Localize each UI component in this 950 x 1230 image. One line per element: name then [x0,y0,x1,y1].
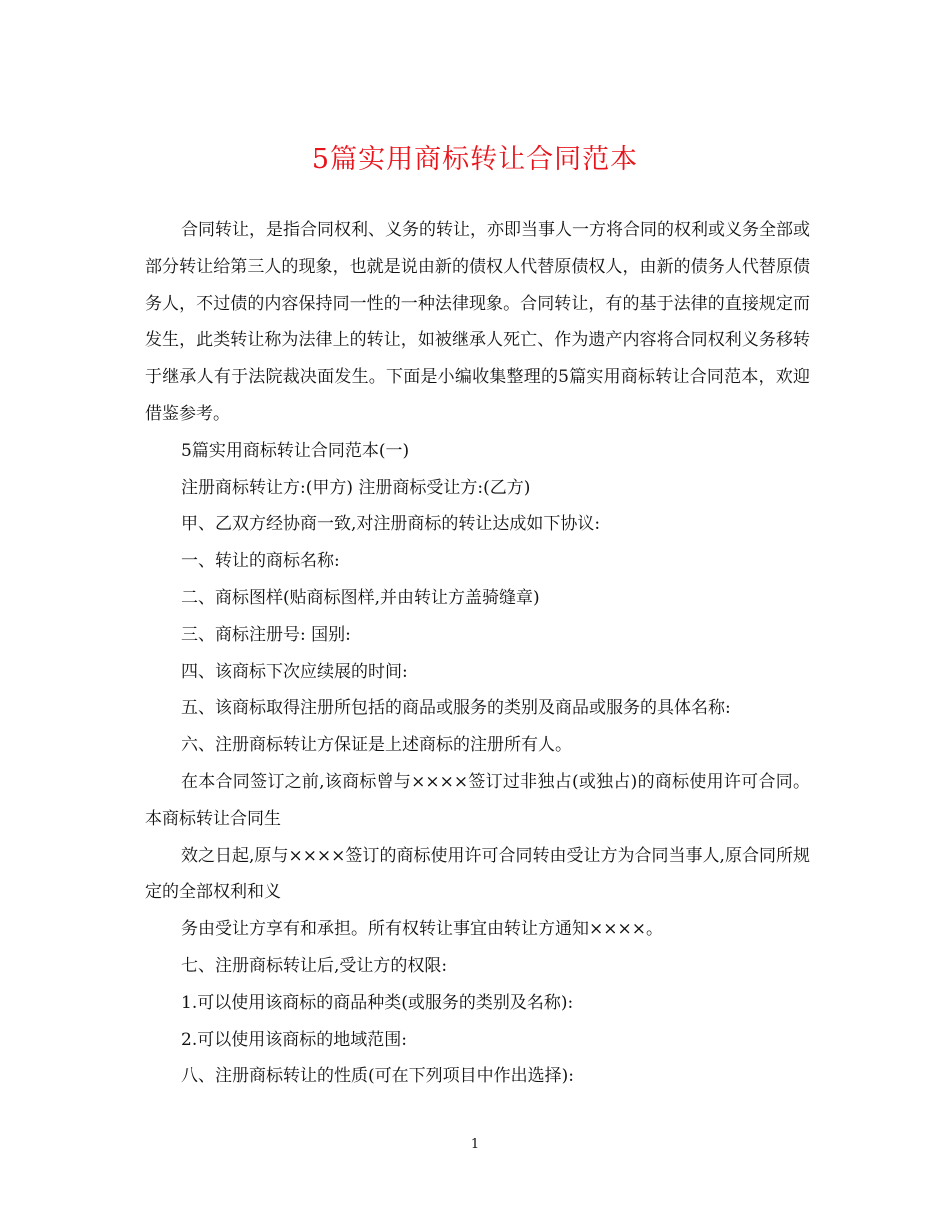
agreement-line: 甲、乙双方经协商一致,对注册商标的转让达成如下协议: [181,514,601,535]
section-heading-contract-1: 5篇实用商标转让合同范本(一) [181,440,410,461]
clause-7-item-2: 2.可以使用该商标的地域范围: [181,1029,407,1050]
clause-3: 三、商标注册号: 国别: [181,624,351,645]
intro-paragraph: 合同转让，是指合同权利、义务的转让，亦即当事人一方将合同的权利或义务全部或部分转让给第三人的现象，也就是说由新的债权人代替原债权人，由新的债务人代替原债务人，不过债的内容保持同一性的一种法律现象。合同转让，有的基于法律的直接规定而发生，此类转让称为法律上的转让，如被继承人死亡、作为遗产内容将合同权利义务移转于继承人有于法院裁决面发生。下面是小编收集整理的5篇实用商标转让合同范本，欢迎借鉴参考。 [145,220,810,424]
clause-4: 四、该商标下次应续展的时间: [181,661,408,682]
document-title: 5篇实用商标转让合同范本 [311,144,639,175]
clause-7: 七、注册商标转让后,受让方的权限: [181,955,448,976]
clause-5: 五、该商标取得注册所包括的商品或服务的类别及商品或服务的具体名称: [181,698,731,719]
clause-8: 八、注册商标转让的性质(可在下列项目中作出选择): [181,1066,574,1087]
clause-7-item-1: 1.可以使用该商标的商品种类(或服务的类别及名称): [181,992,574,1013]
document-body [145,212,810,1095]
clause-2: 二、商标图样(贴商标图样,并由转让方盖骑缝章) [181,587,540,608]
page-number: 1 [470,1137,480,1152]
clause-6: 六、注册商标转让方保证是上述商标的注册所有人。 [181,735,572,756]
parties-line: 注册商标转让方:(甲方) 注册商标受让方:(乙方) [181,477,531,498]
license-paragraph-3: 务由受让方享有和承担。所有权转让事宜由转让方通知××××。 [181,919,663,940]
clause-1: 一、转让的商标名称: [181,551,340,572]
license-paragraph-1: 在本合同签订之前,该商标曾与××××签订过非独占(或独占)的商标使用许可合同。本商标转让合同生 [145,771,810,829]
license-paragraph-2: 效之日起,原与××××签订的商标使用许可合同转由受让方为合同当事人,原合同所规定的全部权利和义 [145,845,810,903]
